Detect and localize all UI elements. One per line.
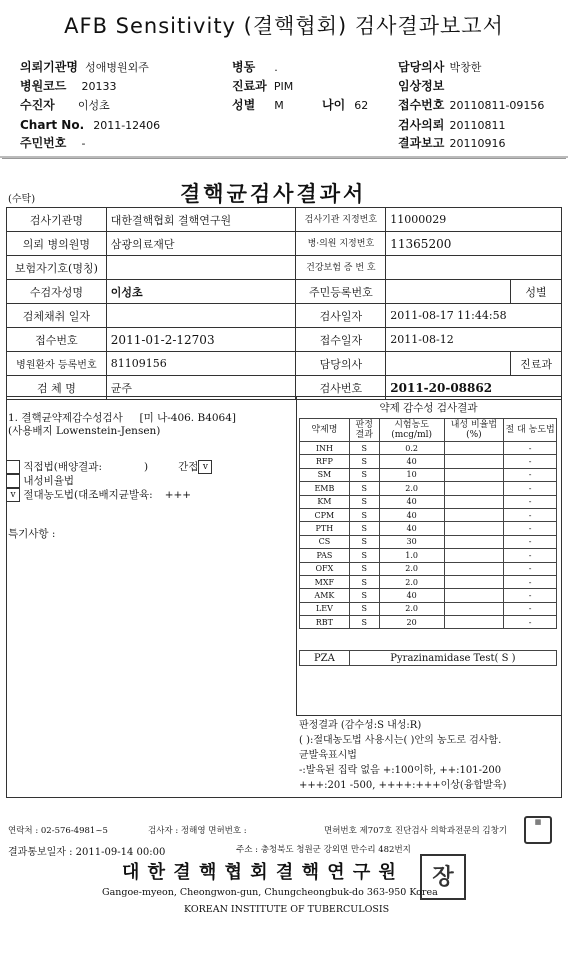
pza-label: PZA [300, 651, 350, 666]
label-health-no: 건강보험 증 번 호 [296, 256, 386, 280]
test-method-section [8, 412, 294, 438]
label-age: 나이 [322, 98, 346, 112]
result-judgment: S [349, 495, 379, 508]
label-ward: 병동 [232, 60, 256, 74]
label-sex2: 성별 [511, 280, 562, 304]
result-drug-name: KM [300, 495, 350, 508]
result-drug-name: PAS [300, 549, 350, 562]
result-judgment: S [349, 562, 379, 575]
direct-close: ) [143, 461, 149, 473]
report-title: AFB Sensitivity (결핵협회) 검사결과보고서 [64, 14, 504, 38]
abs-value: +++ [164, 489, 192, 501]
result-concentration: 40 [379, 495, 444, 508]
note-3: -:발육된 집락 없음 +:100이하, ++:101-200 [299, 765, 502, 776]
result-ratio [444, 442, 504, 455]
label-collect-date: 검체채취 일자 [7, 304, 107, 328]
result-drug-name: AMK [300, 589, 350, 602]
result-ratio [444, 575, 504, 588]
result-drug-name: RBT [300, 616, 350, 629]
result-row [300, 482, 557, 495]
value-requester: 성애병원외주 [85, 61, 149, 74]
result-judgment: S [349, 468, 379, 481]
result-concentration: 40 [379, 508, 444, 521]
result-drug-name: LEV [300, 602, 350, 615]
result-row [300, 495, 557, 508]
result-concentration: 40 [379, 589, 444, 602]
value-specimen: 균주 [106, 376, 296, 400]
test-title: 1. 결핵균약제감수성검사 [8, 412, 123, 424]
label-sex: 성별 [232, 98, 256, 112]
medium-text: (사용배지 Lowenstein-Jensen) [8, 425, 161, 437]
result-drug-name: PTH [300, 522, 350, 535]
value-rrn2 [386, 280, 511, 304]
result-ratio [444, 522, 504, 535]
result-absolute: - [504, 468, 557, 481]
result-concentration: 1.0 [379, 549, 444, 562]
value-patient: 이성초 [77, 99, 110, 112]
result-absolute: - [504, 455, 557, 468]
info-table [6, 207, 562, 400]
value-accept-date: 2011-08-12 [386, 328, 562, 352]
value-rrn: - [81, 137, 86, 150]
result-ratio [444, 455, 504, 468]
body-hdivider [296, 715, 561, 716]
method-checkboxes [6, 460, 296, 502]
label-chart-no: Chart No. [20, 118, 85, 132]
value-inst-code: 11000029 [386, 208, 562, 232]
org-name-en: KOREAN INSTITUTE OF TUBERCULOSIS [184, 904, 390, 915]
value-collect-date [106, 304, 296, 328]
label-test-no: 검사번호 [296, 376, 386, 400]
value-accept-no: 2011-01-2-12703 [106, 328, 296, 352]
test-code: [미 나-406. B4064] [139, 412, 237, 424]
result-ratio [444, 495, 504, 508]
result-drug-name: CPM [300, 508, 350, 521]
result-ratio [444, 535, 504, 548]
result-drug-name: RFP [300, 455, 350, 468]
ratio-checkbox[interactable] [6, 474, 20, 488]
label-clinic-code: 병·의원 지정번호 [296, 232, 386, 256]
result-ratio [444, 616, 504, 629]
result-ratio [444, 549, 504, 562]
col-drug: 약제명 [300, 419, 350, 442]
result-concentration: 2.0 [379, 575, 444, 588]
result-judgment: S [349, 616, 379, 629]
direct-label: 직접법(배양결과: [23, 461, 102, 473]
value-ward: . [274, 61, 278, 74]
col-absolute: 절 대 농도법 [504, 419, 557, 442]
result-absolute: - [504, 495, 557, 508]
value-health-no [386, 256, 562, 280]
result-drug-name: INH [300, 442, 350, 455]
result-absolute: - [504, 482, 557, 495]
value-hospital-code: 20133 [81, 80, 117, 93]
notify-date: 결과통보일자 : 2011-09-14 00:00 [8, 847, 166, 858]
result-absolute: - [504, 589, 557, 602]
label-dept2: 진료과 [511, 352, 562, 376]
value-inst: 대한결핵협회 결핵연구원 [106, 208, 296, 232]
value-receipt-no: 20110811-09156 [449, 99, 545, 112]
result-concentration: 30 [379, 535, 444, 548]
result-ratio [444, 562, 504, 575]
result-concentration: 10 [379, 468, 444, 481]
result-absolute: - [504, 562, 557, 575]
result-concentration: 0.2 [379, 442, 444, 455]
result-absolute: - [504, 508, 557, 521]
result-judgment: S [349, 482, 379, 495]
result-judgment: S [349, 589, 379, 602]
label-patient-reg: 병원환자 등록번호 [7, 352, 107, 376]
result-concentration: 20 [379, 616, 444, 629]
result-ratio [444, 602, 504, 615]
label-patient: 수진자 [20, 98, 55, 112]
result-ratio [444, 589, 504, 602]
note-0: 판정결과 (감수성:S 내성:R) [299, 720, 422, 731]
value-insurer [106, 256, 296, 280]
note-2: 균발육표시법 [299, 750, 357, 761]
result-row [300, 589, 557, 602]
result-absolute: - [504, 616, 557, 629]
result-row [300, 549, 557, 562]
value-requesting-clinic: 삼광의료재단 [106, 232, 296, 256]
pza-table [299, 650, 557, 666]
result-drug-name: CS [300, 535, 350, 548]
indirect-checkbox[interactable]: v [198, 460, 212, 474]
label-insurer: 보험자기호(명칭) [7, 256, 107, 280]
col-ratio: 내성 비율법(%) [444, 419, 504, 442]
label-clinical-info: 임상정보 [398, 79, 445, 93]
note-1: ( ):절대농도법 사용시는( )안의 농도로 검사함. [299, 735, 502, 746]
label-hospital-code: 병원코드 [20, 79, 67, 93]
abs-label: 절대농도법(대조배지균발육: [23, 489, 153, 501]
label-attending: 담당의사 [296, 352, 386, 376]
value-age: 62 [354, 99, 369, 112]
org-name-ko: 대 한 결 핵 협 회 결 핵 연 구 원 [122, 862, 397, 883]
col-judgment: 판정 결과 [349, 419, 379, 442]
result-judgment: S [349, 508, 379, 521]
result-concentration: 40 [379, 522, 444, 535]
result-concentration: 40 [379, 455, 444, 468]
address: 주소 : 충청북도 청원군 강외면 만수리 482번지 [236, 845, 411, 855]
result-judgment: S [349, 522, 379, 535]
label-request-date: 검사의뢰 [398, 118, 445, 132]
result-row [300, 575, 557, 588]
value-sex: M [274, 99, 284, 112]
value-test-no: 2011-20-08862 [386, 376, 562, 400]
label-specimen: 검 체 명 [7, 376, 107, 400]
result-row [300, 602, 557, 615]
value-clinic-code: 11365200 [386, 232, 562, 256]
result-row [300, 562, 557, 575]
result-drug-name: SM [300, 468, 350, 481]
result-concentration: 2.0 [379, 562, 444, 575]
result-drug-name: MXF [300, 575, 350, 588]
judgment-notes [299, 718, 561, 793]
value-department: PIM [273, 80, 294, 93]
institute-seal-icon: 장 [420, 854, 466, 900]
result-judgment: S [349, 602, 379, 615]
result-drug-name: OFX [300, 562, 350, 575]
receipt-mark: (수탁) [8, 194, 36, 205]
result-judgment: S [349, 535, 379, 548]
label-rrn: 주민번호 [20, 136, 67, 150]
result-row [300, 455, 557, 468]
ratio-label: 내성비율법 [23, 475, 75, 487]
document-title: 결핵균검사결과서 [180, 181, 367, 206]
value-doctor: 박창한 [449, 61, 482, 74]
result-ratio [444, 482, 504, 495]
result-absolute: - [504, 522, 557, 535]
result-absolute: - [504, 549, 557, 562]
value-report-date: 20110916 [449, 137, 506, 150]
value-patient-reg: 81109156 [106, 352, 296, 376]
value-request-date: 20110811 [449, 119, 506, 132]
results-title: 약제 감수성 검사결과 [379, 402, 478, 414]
results-table [299, 418, 557, 629]
abs-checkbox[interactable]: v [6, 488, 20, 502]
result-row [300, 442, 557, 455]
label-requesting-clinic: 의뢰 병의원명 [7, 232, 107, 256]
result-concentration: 2.0 [379, 482, 444, 495]
result-absolute: - [504, 442, 557, 455]
value-examinee: 이성초 [106, 280, 296, 304]
label-examinee: 수검자성명 [7, 280, 107, 304]
label-inst-code: 검사기관 지정번호 [296, 208, 386, 232]
result-row [300, 522, 557, 535]
address-en: Gangoe-myeon, Cheongwon-gun, Chungcheongbuk-do 363-950 Korea [102, 887, 438, 898]
label-accept-date: 접수일자 [296, 328, 386, 352]
examiner: 검사자 : 정해영 면허번호 : [148, 826, 247, 836]
result-judgment: S [349, 442, 379, 455]
direct-checkbox[interactable] [6, 460, 20, 474]
result-judgment: S [349, 575, 379, 588]
result-ratio [444, 468, 504, 481]
result-row [300, 535, 557, 548]
label-test-date: 검사일자 [296, 304, 386, 328]
result-judgment: S [349, 549, 379, 562]
value-chart-no: 2011-12406 [93, 119, 161, 132]
label-requester: 의뢰기관명 [20, 60, 78, 74]
result-row [300, 616, 557, 629]
label-receipt-no: 접수번호 [398, 98, 445, 112]
value-test-date: 2011-08-17 11:44:58 [386, 304, 562, 328]
contact: 연락처 : 02-576-4981~5 [8, 826, 108, 836]
label-doctor: 담당의사 [398, 60, 445, 74]
physician-seal-icon: ▦ [524, 816, 552, 844]
result-absolute: - [504, 535, 557, 548]
label-department: 진료과 [232, 79, 267, 93]
col-concentration: 시험농도 (mcg/ml) [379, 419, 444, 442]
label-rrn2: 주민등록번호 [296, 280, 386, 304]
result-row [300, 468, 557, 481]
result-drug-name: EMB [300, 482, 350, 495]
note-4: +++:201 -500, ++++:+++이상(융합발육) [299, 780, 507, 791]
result-concentration: 2.0 [379, 602, 444, 615]
label-report-date: 결과보고 [398, 136, 445, 150]
result-absolute: - [504, 602, 557, 615]
indirect-label: 간접 [178, 461, 199, 473]
result-absolute: - [504, 575, 557, 588]
result-judgment: S [349, 455, 379, 468]
remarks-label: 특기사항 : [8, 528, 56, 540]
license: 면허번호 제707호 진단검사 의학과전문의 김창기 [324, 826, 508, 836]
label-inst: 검사기관명 [7, 208, 107, 232]
body-vdivider [296, 396, 297, 716]
value-attending [386, 352, 511, 376]
result-ratio [444, 508, 504, 521]
pza-value: Pyrazinamidase Test( S ) [349, 651, 556, 666]
result-row [300, 508, 557, 521]
label-accept-no: 접수번호 [7, 328, 107, 352]
